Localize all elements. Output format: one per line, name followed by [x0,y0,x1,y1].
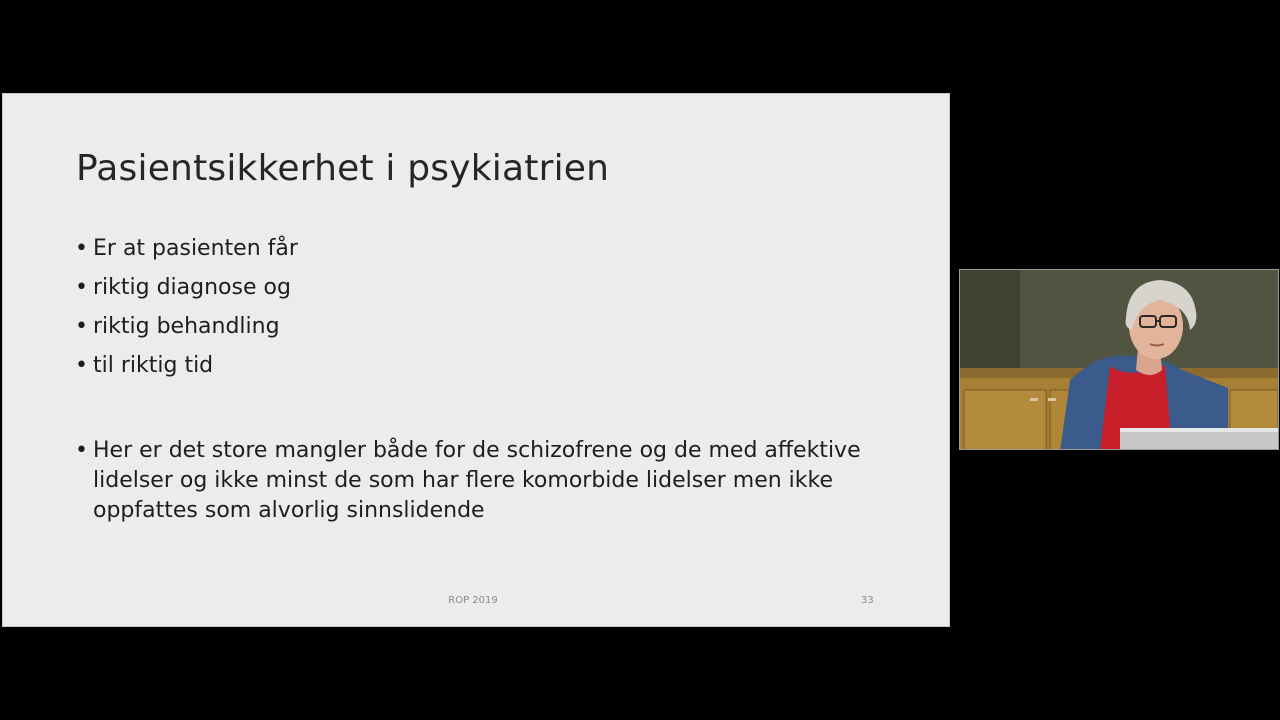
bullet-text: til riktig tid [93,353,214,378]
slide-page-number: 33 [861,595,874,606]
bullet-dot: • [75,314,88,339]
bullet-text: riktig diagnose og [93,275,291,300]
bullet-item [75,351,895,381]
bullet-item [75,436,895,526]
bullet-text: riktig behandling [93,314,280,339]
bullet-text: Her er det store mangler både for de schizofrene og de med affektive lidelser og ikke minst de som har flere komorbide lidelser men ikke oppfattes som alvorlig sinnslidende [93,438,861,523]
speaker-webcam-feed [959,269,1279,450]
bullet-list-primary [75,234,895,390]
bullet-list-secondary [75,436,895,526]
bullet-dot: • [75,275,88,300]
bullet-dot: • [75,353,88,378]
bullet-dot: • [75,438,88,463]
slide-title: Pasientsikkerhet i psykiatrien [76,148,610,189]
slide-footer: ROP 2019 [448,595,498,606]
presentation-slide [2,93,950,627]
bullet-item [75,234,895,264]
speaker-video-image [960,270,1279,450]
bullet-text: Er at pasienten får [93,236,298,261]
bullet-item [75,312,895,342]
bullet-item [75,273,895,303]
bullet-dot: • [75,236,88,261]
